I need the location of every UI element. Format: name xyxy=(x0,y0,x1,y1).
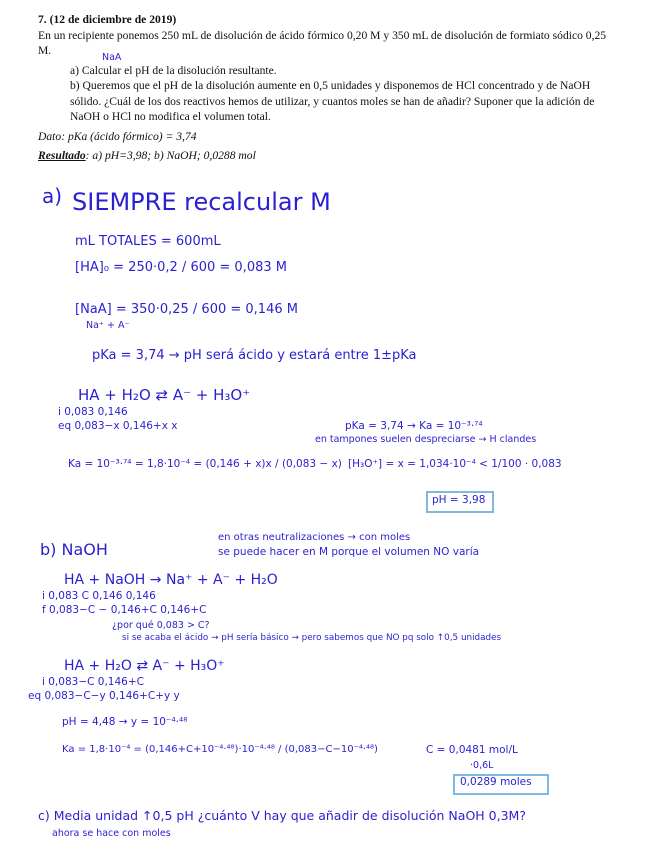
eq3-eq: eq 0,083−C−y 0,146+C+y y xyxy=(28,690,180,702)
problem-block xyxy=(38,12,618,164)
part-a-question: a) Calcular el pH de la disolución resultante. xyxy=(70,63,277,77)
tampon-note: en tampones suelen despreciarse → H clandes xyxy=(315,434,537,445)
ka2-expression: Ka = 1,8·10⁻⁴ = (0,146+C+10⁻⁴·⁴⁸)·10⁻⁴·⁴⁸ / (0,083−C−10⁻⁴·⁴⁸) xyxy=(62,744,378,755)
b-note2: se puede hacer en M porque el volumen NO varía xyxy=(218,546,480,558)
times-vol: ·0,6L xyxy=(470,760,494,771)
ph-result: pH = 3,98 xyxy=(432,494,486,506)
result-label: Resultado xyxy=(38,149,86,162)
part-c-sub: ahora se hace con moles xyxy=(52,828,171,839)
naa-calc: [NaA] = 350·0,25 / 600 = 0,146 M xyxy=(75,302,298,317)
h3o-calc: [H₃O⁺] = x = 1,034·10⁻⁴ < 1/100 · 0,083 xyxy=(348,458,562,470)
problem-statement: En un recipiente ponemos 250 mL de disolución de ácido fórmico 0,20 M y 350 mL de disolución de formiato sódico 0,25 M. xyxy=(38,28,607,57)
eq3-i: i 0,083−C 0,146+C xyxy=(42,676,144,688)
why-answer: si se acaba el ácido → pH sería básico → pero sabemos que NO pq solo ↑0,5 unidades xyxy=(122,633,502,643)
part-a-label: a) xyxy=(42,184,63,208)
naa-sub: Na⁺ + A⁻ xyxy=(86,320,130,331)
part-c-question: c) Media unidad ↑0,5 pH ¿cuánto V hay que añadir de disolución NaOH 0,3M? xyxy=(38,808,526,823)
result-text: : a) pH=3,98; b) NaOH; 0,0288 mol xyxy=(85,149,256,162)
a-heading: SIEMPRE recalcular M xyxy=(72,188,331,216)
moles-result: 0,0289 moles xyxy=(460,776,532,788)
eq1-eq: eq 0,083−x 0,146+x x xyxy=(58,420,178,432)
eq2-f: f 0,083−C − 0,146+C 0,146+C xyxy=(42,604,207,616)
ph-448: pH = 4,48 → y = 10⁻⁴·⁴⁸ xyxy=(62,716,188,728)
pka-ka: pKa = 3,74 → Ka = 10⁻³·⁷⁴ xyxy=(345,420,483,432)
statement-note: NaA xyxy=(102,52,122,63)
eq2: HA + NaOH → Na⁺ + A⁻ + H₂O xyxy=(64,572,278,588)
why-question: ¿por qué 0,083 > C? xyxy=(112,620,210,631)
pka-note: pKa = 3,74 → pH será ácido y estará entre 1±pKa xyxy=(92,348,417,363)
eq1-i: i 0,083 0,146 xyxy=(58,406,128,418)
ha0-calc: [HA]₀ = 250·0,2 / 600 = 0,083 M xyxy=(75,260,287,275)
eq2-i: i 0,083 C 0,146 0,146 xyxy=(42,590,156,602)
problem-title: 7. (12 de diciembre de 2019) xyxy=(38,13,177,26)
part-b-question: b) Queremos que el pH de la disolución aumente en 0,5 unidades y disponemos de HCl concentrado y de NaOH sólido. ¿Cuál de los dos reactivos hemos de utilizar, y cuantos moles se han de añadir? Suponer que la adición de NaOH o HCl no modifica el volumen total. xyxy=(70,79,595,123)
result-line xyxy=(38,148,618,164)
part-b-label: b) NaOH xyxy=(40,540,108,559)
ml-total: mL TOTALES = 600mL xyxy=(75,234,221,249)
ka-expression: Ka = 10⁻³·⁷⁴ = 1,8·10⁻⁴ = (0,146 + x)x / (0,083 − x) xyxy=(68,458,342,470)
eq3: HA + H₂O ⇄ A⁻ + H₃O⁺ xyxy=(64,658,225,674)
b-note1: en otras neutralizaciones → con moles xyxy=(218,532,411,543)
c-result: C = 0,0481 mol/L xyxy=(426,744,518,756)
eq1: HA + H₂O ⇄ A⁻ + H₃O⁺ xyxy=(78,386,251,404)
data-line: Dato: pKa (ácido fórmico) = 3,74 xyxy=(38,129,197,143)
